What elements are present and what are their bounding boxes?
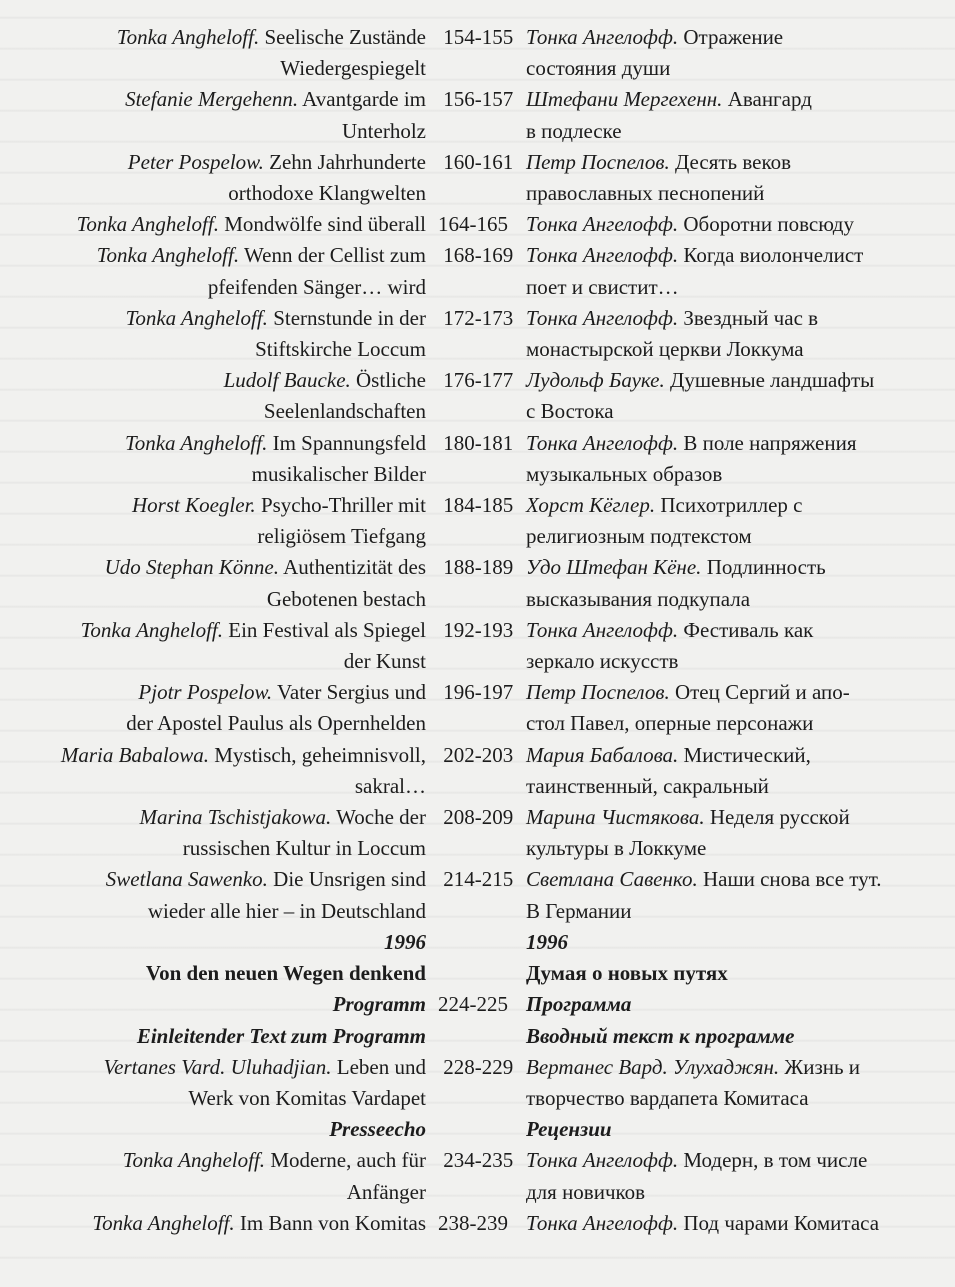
german-title-cont: orthodoxe Klangwelten xyxy=(228,181,426,206)
entry-russian xyxy=(518,802,955,864)
entry-german xyxy=(0,552,432,614)
entry-russian xyxy=(518,1145,955,1207)
entry-german xyxy=(0,209,432,240)
entry-russian xyxy=(518,1052,955,1114)
entry-russian xyxy=(518,864,955,926)
russian-title-line xyxy=(526,677,951,708)
german-title-cont: russischen Kultur in Loccum xyxy=(182,836,426,861)
russian-author: Тонка Ангелофф. xyxy=(526,243,679,268)
entries-list-3 xyxy=(0,1145,955,1239)
entry-russian xyxy=(518,1208,955,1239)
entry-german xyxy=(0,740,432,802)
russian-title-start: Отражение xyxy=(678,25,784,49)
russian-author: Тонка Ангелофф. xyxy=(526,1210,679,1235)
russian-author: Тонка Ангелофф. xyxy=(526,1148,679,1173)
german-author: Tonka Angheloff. xyxy=(124,430,268,455)
entry-german xyxy=(0,1208,432,1239)
russian-title-cont: таинственный, сакральный xyxy=(526,773,769,798)
russian-title-line xyxy=(526,552,951,583)
page-numbers: 176-177 xyxy=(443,368,514,393)
german-title-start: Östliche xyxy=(350,368,426,393)
entry-pages-cell xyxy=(432,365,518,427)
russian-title-cont: культуры в Локкуме xyxy=(526,836,707,861)
page-numbers: 172-173 xyxy=(443,305,514,330)
contents-entry xyxy=(0,677,955,739)
russian-title-line xyxy=(526,740,951,771)
entry-russian xyxy=(518,365,955,427)
contents-entry xyxy=(0,365,955,427)
german-title-start: Seelische Zustände xyxy=(259,25,426,49)
russian-author: Мария Бабалова. xyxy=(526,742,679,767)
contents-entry xyxy=(0,490,955,552)
russian-title-cont: состояния души xyxy=(526,56,671,81)
german-title-cont: Stiftskirche Loccum xyxy=(255,337,426,362)
german-title-cont: religiösem Tiefgang xyxy=(257,524,426,549)
entry-german xyxy=(0,802,432,864)
russian-author: Тонка Ангелофф. xyxy=(526,25,679,49)
german-title-cont: pfeifenden Sänger… wird xyxy=(207,274,426,299)
entry-pages-cell xyxy=(432,740,518,802)
entry-pages-cell xyxy=(432,303,518,365)
german-author: Peter Pospelow. xyxy=(127,149,264,174)
section-heading-ru: Думая о новых путях xyxy=(526,961,728,986)
russian-title-line xyxy=(526,240,951,271)
page-numbers: 238-239 xyxy=(438,1210,508,1235)
german-title-cont: Anfänger xyxy=(346,1179,426,1204)
german-author: Tonka Angheloff. xyxy=(125,305,268,330)
page-numbers: 196-197 xyxy=(443,680,514,705)
russian-author: Светлана Савенко. xyxy=(526,867,698,892)
german-title-line xyxy=(0,552,426,583)
page-numbers: 180-181 xyxy=(443,430,514,455)
german-title-line xyxy=(0,864,426,895)
russian-title-start: Жизнь и xyxy=(779,1054,861,1079)
entry-pages-cell xyxy=(432,1052,518,1114)
german-title-start: Wenn der Cellist zum xyxy=(239,243,426,268)
russian-title-cont: в подлеске xyxy=(526,118,622,143)
contents-entry xyxy=(0,802,955,864)
russian-title-line xyxy=(526,615,951,646)
german-author: Horst Koegler. xyxy=(132,493,256,518)
russian-title-cont: для новичков xyxy=(526,1179,646,1204)
russian-title-line xyxy=(526,1052,951,1083)
russian-title-line xyxy=(526,365,951,396)
russian-title-line xyxy=(526,84,951,115)
russian-title-start: Под чарами Комитаса xyxy=(678,1210,880,1235)
russian-title-line xyxy=(526,1145,951,1176)
russian-title-cont: монастырской церкви Локкума xyxy=(526,337,804,362)
entry-russian xyxy=(518,677,955,739)
german-author: Tonka Angheloff. xyxy=(92,1210,235,1235)
entry-german xyxy=(0,490,432,552)
entry-russian xyxy=(518,147,955,209)
contents-entry xyxy=(0,552,955,614)
german-title-start: Authentizität des xyxy=(279,555,426,580)
page-numbers: 214-215 xyxy=(443,867,514,892)
page-numbers: 188-189 xyxy=(443,555,514,580)
german-author: Tonka Angheloff. xyxy=(122,1148,266,1173)
german-title-cont: Gebotenen bestach xyxy=(266,586,426,611)
entry-pages-cell xyxy=(432,22,518,84)
russian-title-start: Модерн, в том числе xyxy=(678,1148,868,1173)
page-numbers: 184-185 xyxy=(443,493,514,518)
russian-title-cont: зеркало искусств xyxy=(526,649,679,674)
russian-title-line xyxy=(526,303,951,334)
russian-author: Штефани Мергехенн. xyxy=(526,87,723,112)
entry-pages-cell xyxy=(432,864,518,926)
russian-title-cont: стол Павел, оперные персонажи xyxy=(526,711,814,736)
german-author: Tonka Angheloff. xyxy=(96,243,240,268)
entry-german xyxy=(0,303,432,365)
entry-german xyxy=(0,615,432,677)
russian-title-start: Когда виолончелист xyxy=(678,243,864,268)
contents-entry xyxy=(0,864,955,926)
entry-pages-cell xyxy=(432,240,518,302)
entry-german xyxy=(0,677,432,739)
german-author: Marina Tschistjakowa. xyxy=(139,805,332,830)
russian-title-line xyxy=(526,147,951,178)
russian-author: Лудольф Бауке. xyxy=(526,368,665,393)
russian-title-cont: высказывания подкупала xyxy=(526,586,751,611)
russian-title-line xyxy=(526,209,951,240)
contents-entry xyxy=(0,428,955,490)
program-de: Programm xyxy=(332,992,426,1017)
russian-title-start: Отец Сергий и апо- xyxy=(669,680,850,705)
entries-list xyxy=(0,22,955,927)
german-title-cont: sakral… xyxy=(354,773,426,798)
german-title-start: Zehn Jahrhunderte xyxy=(263,149,426,174)
russian-title-line xyxy=(526,428,951,459)
german-title-line xyxy=(0,209,426,240)
section-heading-row xyxy=(0,958,955,989)
russian-title-start: Психотриллер с xyxy=(655,493,803,518)
intro-row xyxy=(0,1021,955,1052)
german-title-start: Psycho-Thriller mit xyxy=(255,493,426,518)
russian-title-line xyxy=(526,22,951,53)
intro-ru: Вводный текст к программе xyxy=(526,1023,795,1048)
entry-pages-cell xyxy=(432,677,518,739)
page-numbers: 160-161 xyxy=(443,149,514,174)
german-title-cont: Wiedergespiegelt xyxy=(280,56,426,81)
press-de: Presseecho xyxy=(329,1117,426,1142)
contents-entry xyxy=(0,209,955,240)
year-row xyxy=(0,927,955,958)
german-title-start: Leben und xyxy=(331,1054,426,1079)
german-title-line xyxy=(0,303,426,334)
russian-title-line xyxy=(526,490,951,521)
german-title-start: Moderne, auch für xyxy=(265,1148,426,1173)
entry-pages-cell xyxy=(432,552,518,614)
russian-title-cont: с Востока xyxy=(526,399,614,424)
russian-author: Тонка Ангелофф. xyxy=(526,305,679,330)
german-title-start: Avantgarde im xyxy=(298,87,426,112)
german-title-line xyxy=(0,740,426,771)
russian-title-start: Оборотни повсюду xyxy=(678,212,854,237)
german-author: Tonka Angheloff. xyxy=(80,617,224,642)
contents-entry xyxy=(0,740,955,802)
entry-russian xyxy=(518,240,955,302)
entry-pages-cell xyxy=(432,147,518,209)
entry-pages-cell xyxy=(432,802,518,864)
russian-title-line xyxy=(526,802,951,833)
page-numbers: 234-235 xyxy=(443,1148,514,1173)
section-heading-de: Von den neuen Wegen denkend xyxy=(145,961,426,986)
contents-entry xyxy=(0,84,955,146)
entry-german xyxy=(0,22,432,84)
german-author: Stefanie Mergehenn. xyxy=(125,87,299,112)
russian-title-start: Неделя русской xyxy=(704,805,850,830)
entry-russian xyxy=(518,552,955,614)
entry-german xyxy=(0,864,432,926)
russian-title-cont: музыкальных образов xyxy=(526,461,723,486)
intro-de: Einleitender Text zum Programm xyxy=(136,1023,426,1048)
entry-german xyxy=(0,84,432,146)
entry-pages-cell xyxy=(432,615,518,677)
entry-pages-cell xyxy=(432,490,518,552)
program-ru: Программа xyxy=(526,992,632,1017)
page-numbers: 168-169 xyxy=(443,243,514,268)
entry-russian xyxy=(518,615,955,677)
entry-german xyxy=(0,1145,432,1207)
entry-german xyxy=(0,240,432,302)
russian-title-cont: творчество вардапета Комитаса xyxy=(526,1085,809,1110)
german-title-line xyxy=(0,1145,426,1176)
german-title-start: Die Unsrigen sind xyxy=(267,867,426,892)
german-author: Pjotr Pospelow. xyxy=(138,680,273,705)
german-title-start: Im Bann von Komitas xyxy=(234,1210,426,1235)
contents-entry xyxy=(0,1145,955,1207)
german-title-start: Ein Festival als Spiegel xyxy=(223,617,426,642)
entry-pages-cell xyxy=(432,1208,518,1239)
bilingual-contents-page xyxy=(0,22,955,1239)
german-author: Vertanes Vard. Uluhadjian. xyxy=(103,1054,332,1079)
german-author: Tonka Angheloff. xyxy=(76,212,219,237)
contents-entry xyxy=(0,303,955,365)
page-numbers: 192-193 xyxy=(443,617,514,642)
entry-pages-cell xyxy=(432,1145,518,1207)
german-title-start: Mondwölfe sind überall xyxy=(218,212,426,237)
german-title-cont: Werk von Komitas Vardapet xyxy=(188,1085,426,1110)
german-title-line xyxy=(0,22,426,53)
entry-russian xyxy=(518,740,955,802)
german-title-line xyxy=(0,677,426,708)
russian-author: Петр Поспелов. xyxy=(526,149,670,174)
german-title-cont: der Apostel Paulus als Opernhelden xyxy=(126,711,426,736)
german-title-line xyxy=(0,1208,426,1239)
russian-author: Марина Чистякова. xyxy=(526,805,705,830)
contents-entry xyxy=(0,1052,955,1114)
entry-pages-cell xyxy=(432,428,518,490)
russian-title-cont: православных песнопений xyxy=(526,181,765,206)
page-numbers: 202-203 xyxy=(443,742,514,767)
page-numbers: 164-165 xyxy=(438,212,508,237)
german-title-start: Mystisch, geheimnisvoll, xyxy=(209,742,426,767)
russian-author: Вертанес Вард. Улухаджян. xyxy=(526,1054,780,1079)
russian-author: Тонка Ангелофф. xyxy=(526,212,679,237)
russian-title-cont: поет и свистит… xyxy=(526,274,679,299)
russian-title-start: Десять веков xyxy=(669,149,792,174)
entry-german xyxy=(0,428,432,490)
russian-author: Тонка Ангелофф. xyxy=(526,617,679,642)
german-title-line xyxy=(0,802,426,833)
russian-title-cont: религиозным подтекстом xyxy=(526,524,752,549)
page-numbers: 228-229 xyxy=(443,1054,514,1079)
german-title-line xyxy=(0,1052,426,1083)
german-title-cont: wieder alle hier – in Deutschland xyxy=(147,898,426,923)
contents-entry xyxy=(0,147,955,209)
entry-russian xyxy=(518,84,955,146)
year-ru: 1996 xyxy=(526,929,568,954)
german-title-cont: Unterholz xyxy=(342,118,426,143)
russian-title-cont: В Германии xyxy=(526,898,632,923)
german-author: Maria Babalowa. xyxy=(60,742,209,767)
russian-title-start: Душевные ландшафты xyxy=(664,368,875,393)
page-numbers: 154-155 xyxy=(443,25,514,49)
year-de: 1996 xyxy=(384,929,426,954)
russian-title-start: Авангард xyxy=(722,87,812,112)
russian-author: Хорст Кёглер. xyxy=(526,493,656,518)
contents-entry xyxy=(0,22,955,84)
contents-entry xyxy=(0,1208,955,1239)
entry-pages-cell xyxy=(432,84,518,146)
german-title-start: Sternstunde in der xyxy=(267,305,426,330)
russian-author: Петр Поспелов. xyxy=(526,680,670,705)
program-row xyxy=(0,989,955,1020)
german-author: Swetlana Sawenko. xyxy=(105,867,268,892)
german-title-line xyxy=(0,428,426,459)
russian-title-start: Мистический, xyxy=(678,742,811,767)
german-title-cont: Seelenlandschaften xyxy=(263,399,426,424)
page-numbers: 208-209 xyxy=(443,805,514,830)
russian-title-start: Фестиваль как xyxy=(678,617,814,642)
program-pages: 224-225 xyxy=(438,992,508,1017)
russian-title-start: Подлинность xyxy=(701,555,826,580)
russian-title-start: Наши снова все тут. xyxy=(697,867,882,892)
german-title-line xyxy=(0,84,426,115)
russian-title-line xyxy=(526,864,951,895)
german-title-start: Woche der xyxy=(331,805,426,830)
german-title-start: Vater Sergius und xyxy=(272,680,426,705)
russian-author: Удо Штефан Кёне. xyxy=(526,555,702,580)
russian-author: Тонка Ангелофф. xyxy=(526,430,679,455)
press-ru: Рецензии xyxy=(526,1117,612,1142)
russian-title-line xyxy=(526,1208,951,1239)
russian-title-start: Звездный час в xyxy=(678,305,819,330)
entry-german xyxy=(0,1052,432,1114)
german-title-line xyxy=(0,240,426,271)
entry-russian xyxy=(518,209,955,240)
press-row xyxy=(0,1114,955,1145)
entries-list-2 xyxy=(0,1052,955,1114)
german-author: Ludolf Baucke. xyxy=(223,368,351,393)
entry-russian xyxy=(518,22,955,84)
german-title-cont: musikalischer Bilder xyxy=(251,461,426,486)
german-title-line xyxy=(0,615,426,646)
entry-russian xyxy=(518,428,955,490)
german-title-start: Im Spannungsfeld xyxy=(267,430,426,455)
entry-russian xyxy=(518,303,955,365)
entry-german xyxy=(0,365,432,427)
entry-german xyxy=(0,147,432,209)
german-title-line xyxy=(0,365,426,396)
german-title-cont: der Kunst xyxy=(343,649,426,674)
page-numbers: 156-157 xyxy=(443,87,514,112)
entry-russian xyxy=(518,490,955,552)
german-author: Udo Stephan Könne. xyxy=(104,555,280,580)
german-title-line xyxy=(0,147,426,178)
russian-title-start: В поле напряжения xyxy=(678,430,857,455)
contents-entry xyxy=(0,615,955,677)
german-title-line xyxy=(0,490,426,521)
entry-pages-cell xyxy=(432,209,518,240)
contents-entry xyxy=(0,240,955,302)
german-author: Tonka Angheloff. xyxy=(116,25,260,49)
